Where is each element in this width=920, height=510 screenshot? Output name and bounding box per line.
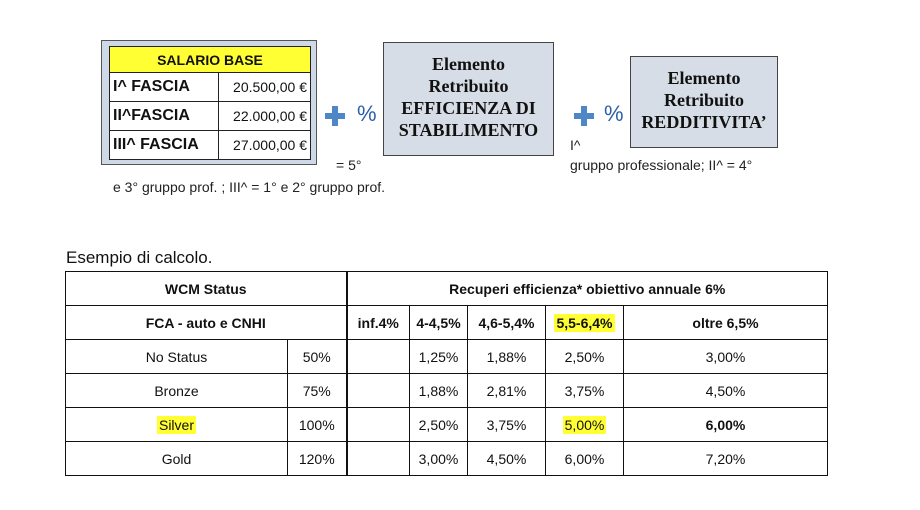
range-header: inf.4%	[347, 306, 410, 340]
pct-cell: 120%	[288, 442, 347, 476]
value-cell: 3,75%	[546, 374, 624, 408]
fascia-label: II^FASCIA	[110, 102, 219, 131]
value-cell: 2,50%	[410, 408, 468, 442]
percent-sign: %	[604, 101, 624, 126]
salario-base-panel	[101, 40, 317, 165]
value-cell: 1,88%	[468, 340, 546, 374]
value-cell-highlighted: 5,00%	[564, 416, 605, 433]
status-cell: Gold	[66, 442, 288, 476]
value-cell: 3,00%	[624, 340, 828, 374]
header-recuperi: Recuperi efficienza* obiettivo annuale 6%	[347, 272, 828, 306]
range-header: 4-4,5%	[410, 306, 468, 340]
redditivita-box	[630, 56, 778, 148]
value-cell	[347, 408, 410, 442]
status-cell: Bronze	[66, 374, 288, 408]
caption: Esempio di calcolo.	[66, 248, 213, 267]
salario-base-table	[109, 46, 311, 160]
table-row	[66, 374, 828, 408]
percent-sign: %	[357, 101, 377, 126]
value-cell: 2,50%	[546, 340, 624, 374]
value-cell: 3,75%	[468, 408, 546, 442]
pct-cell: 100%	[288, 408, 347, 442]
status-cell: No Status	[66, 340, 288, 374]
fascia-label: I^ FASCIA	[110, 73, 219, 102]
note-roman: I^	[570, 137, 581, 153]
header-wcm: WCM Status	[66, 272, 347, 306]
status-cell-highlighted: Silver	[158, 416, 194, 433]
box-line: Elemento	[432, 54, 505, 74]
value-cell: 1,88%	[410, 374, 468, 408]
plus-icon	[325, 106, 345, 126]
value-cell: 4,50%	[468, 442, 546, 476]
note-line2: e 3° gruppo prof. ; III^ = 1° e 2° gruppo prof.	[113, 179, 386, 195]
salario-base-title: SALARIO BASE	[110, 47, 311, 73]
fascia-value: 20.500,00 €	[219, 73, 311, 102]
plus-icon	[574, 106, 594, 126]
range-header: 4,6-5,4%	[468, 306, 546, 340]
value-cell: 6,00%	[546, 442, 624, 476]
value-cell: 1,25%	[410, 340, 468, 374]
pct-cell: 50%	[288, 340, 347, 374]
box-line: REDDITIVITA’	[641, 112, 767, 132]
table-row	[66, 340, 828, 374]
header-fca: FCA - auto e CNHI	[66, 306, 347, 340]
box-line: Retribuito	[428, 76, 509, 96]
table-row	[66, 442, 828, 476]
table-row	[66, 408, 828, 442]
value-cell: 3,00%	[410, 442, 468, 476]
box-line: EFFICIENZA DI	[401, 98, 536, 118]
value-cell: 7,20%	[624, 442, 828, 476]
box-line: STABILIMENTO	[398, 120, 539, 140]
note-eq5: = 5°	[336, 157, 362, 173]
fascia-label: III^ FASCIA	[110, 131, 219, 160]
fascia-value: 27.000,00 €	[219, 131, 311, 160]
box-line: Elemento	[667, 68, 741, 88]
box-line: Retribuito	[664, 90, 744, 110]
range-header-highlighted: 5,5-6,4%	[556, 314, 613, 331]
value-cell	[347, 442, 410, 476]
value-cell	[347, 340, 410, 374]
calc-table	[65, 271, 828, 476]
value-cell: 6,00%	[624, 408, 828, 442]
value-cell	[347, 374, 410, 408]
value-cell: 4,50%	[624, 374, 828, 408]
pct-cell: 75%	[288, 374, 347, 408]
note-gruppo: gruppo professionale; II^ = 4°	[570, 157, 753, 173]
range-header: oltre 6,5%	[624, 306, 828, 340]
fascia-value: 22.000,00 €	[219, 102, 311, 131]
value-cell: 2,81%	[468, 374, 546, 408]
efficienza-stabilimento-box	[383, 42, 554, 156]
